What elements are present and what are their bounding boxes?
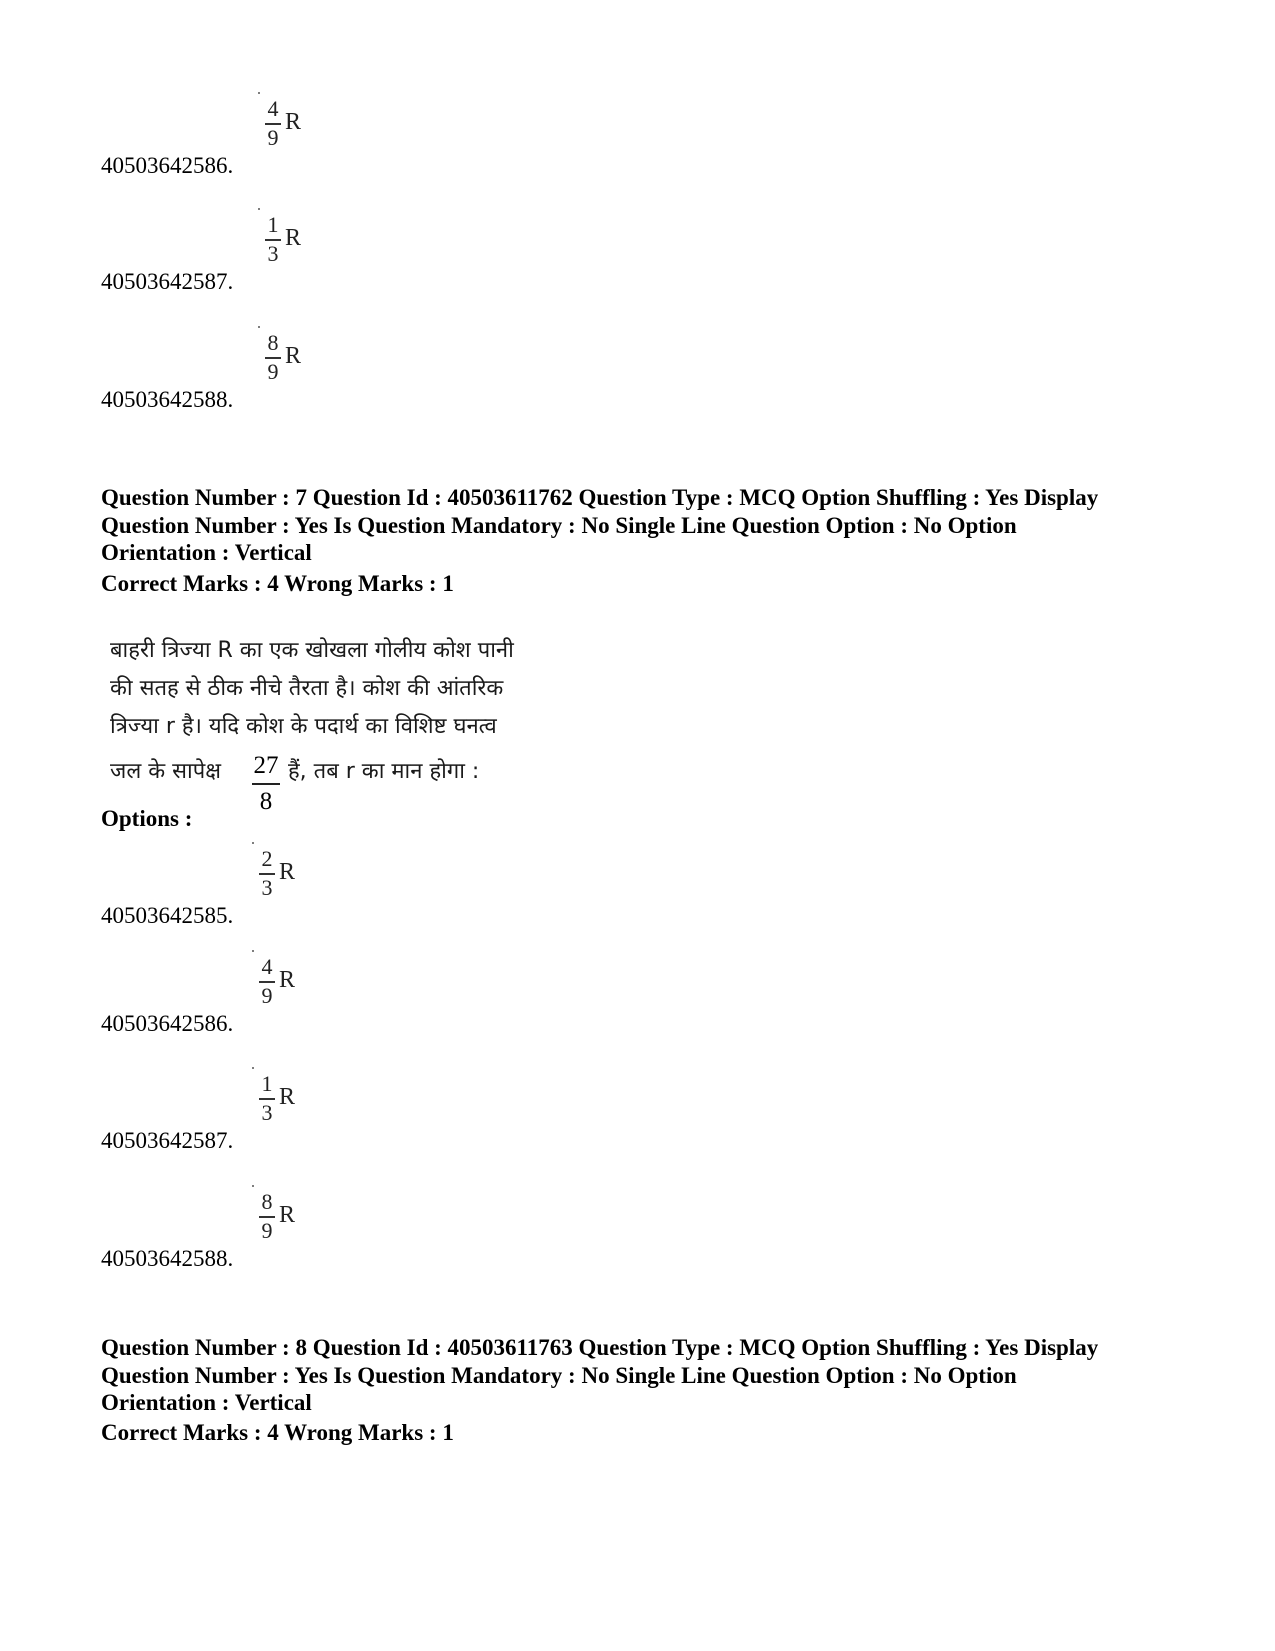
question-header-line: Question Number : 7 Question Id : 40503611762 Question Type : MCQ Option Shuffling : Yes Display — [101, 485, 1099, 510]
option-id: 40503642585. — [101, 903, 234, 928]
option-id: 40503642587. — [101, 269, 234, 294]
question-text-line: हैं, तब r का मान होगा : — [288, 759, 480, 784]
fraction-numerator: 2 — [261, 846, 273, 871]
fraction-denominator: 8 — [259, 788, 273, 815]
question-text-line: बाहरी त्रिज्या R का एक खोखला गोलीय कोश पानी — [110, 638, 514, 663]
question-header — [101, 484, 1201, 567]
option-fraction-image — [252, 842, 312, 906]
fraction-variable: R — [279, 967, 296, 993]
fraction-variable: R — [285, 343, 302, 369]
fraction-variable: R — [279, 859, 296, 885]
option-fraction-image — [258, 92, 318, 156]
fraction-denominator: 3 — [267, 241, 279, 266]
question-header-line: Question Number : 8 Question Id : 40503611763 Question Type : MCQ Option Shuffling : Yes Display — [101, 1335, 1099, 1360]
fraction-numerator: 1 — [261, 1071, 273, 1096]
option-fraction-image — [258, 208, 318, 272]
option-item — [101, 838, 501, 928]
option-fraction-image — [252, 1067, 312, 1131]
fraction-numerator: 4 — [267, 96, 279, 121]
fraction-variable: R — [285, 109, 302, 135]
marks-info: Correct Marks : 4 Wrong Marks : 1 — [101, 1420, 454, 1445]
fraction-variable: R — [285, 225, 302, 251]
marks-info: Correct Marks : 4 Wrong Marks : 1 — [101, 571, 454, 596]
fraction-denominator: 9 — [261, 1218, 273, 1243]
option-item — [101, 1063, 501, 1153]
fraction-denominator: 9 — [267, 125, 279, 150]
fraction-numerator: 1 — [267, 212, 279, 237]
question-text-line: त्रिज्या r है। यदि कोश के पदार्थ का विशिष्ट घनत्व — [110, 714, 497, 739]
fraction-denominator: 3 — [261, 1100, 273, 1125]
question-header-line: Question Number : Yes Is Question Mandatory : No Single Line Question Option : No Option — [101, 1362, 1017, 1388]
option-fraction-image — [252, 950, 312, 1014]
question-header-line: Question Number : Yes Is Question Mandatory : No Single Line Question Option : No Option — [101, 512, 1017, 538]
option-id: 40503642588. — [101, 1246, 234, 1271]
fraction-numerator: 27 — [253, 752, 279, 779]
option-item — [101, 204, 501, 294]
option-id: 40503642588. — [101, 387, 234, 412]
fraction-denominator: 3 — [261, 875, 273, 900]
fraction-variable: R — [279, 1202, 296, 1228]
option-id: 40503642586. — [101, 153, 234, 178]
options-label: Options : — [101, 806, 193, 831]
fraction-numerator: 8 — [267, 330, 279, 355]
option-item — [101, 322, 501, 412]
fraction-denominator: 9 — [267, 359, 279, 384]
option-item — [101, 88, 501, 178]
fraction-numerator: 8 — [261, 1189, 273, 1214]
question-text-line: की सतह से ठीक नीचे तैरता है। कोश की आंतरिक — [110, 676, 504, 701]
fraction-denominator: 9 — [261, 983, 273, 1008]
fraction-numerator: 4 — [261, 954, 273, 979]
option-id: 40503642586. — [101, 1011, 234, 1036]
option-fraction-image — [258, 326, 318, 390]
option-id: 40503642587. — [101, 1128, 234, 1153]
option-item — [101, 1181, 501, 1271]
question-header — [101, 1334, 1201, 1417]
question-header-line: Orientation : Vertical — [101, 1390, 312, 1415]
fraction-variable: R — [279, 1084, 296, 1110]
question-header-line: Orientation : Vertical — [101, 540, 312, 565]
question-text-line: जल के सापेक्ष — [110, 759, 221, 784]
density-fraction — [250, 753, 290, 823]
option-item — [101, 946, 501, 1036]
option-fraction-image — [252, 1185, 312, 1249]
